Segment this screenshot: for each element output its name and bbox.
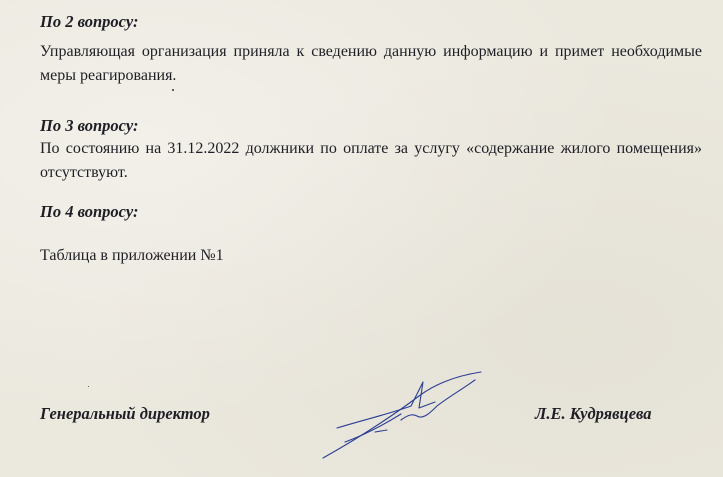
paper-speck (172, 89, 174, 91)
question-3-heading: По 3 вопросу: (40, 116, 139, 135)
question-4-heading: По 4 вопросу: (40, 202, 139, 221)
question-3-text: По состоянию на 31.12.2022 должники по оплате за услугу «содержание жилого помещения» отсутствуют. (40, 140, 702, 181)
question-4-text: Таблица в приложении №1 (40, 247, 224, 264)
signatory-name: Л.Е. Кудрявцева (535, 404, 652, 423)
question-2-text: Управляющая организация приняла к сведению данную информацию и примет необходимые меры реагирования. (40, 43, 702, 84)
handwritten-signature (315, 362, 495, 462)
paper-speck (88, 386, 89, 387)
signatory-role: Генеральный директор (40, 404, 210, 423)
question-2-heading: По 2 вопросу: (40, 12, 139, 31)
